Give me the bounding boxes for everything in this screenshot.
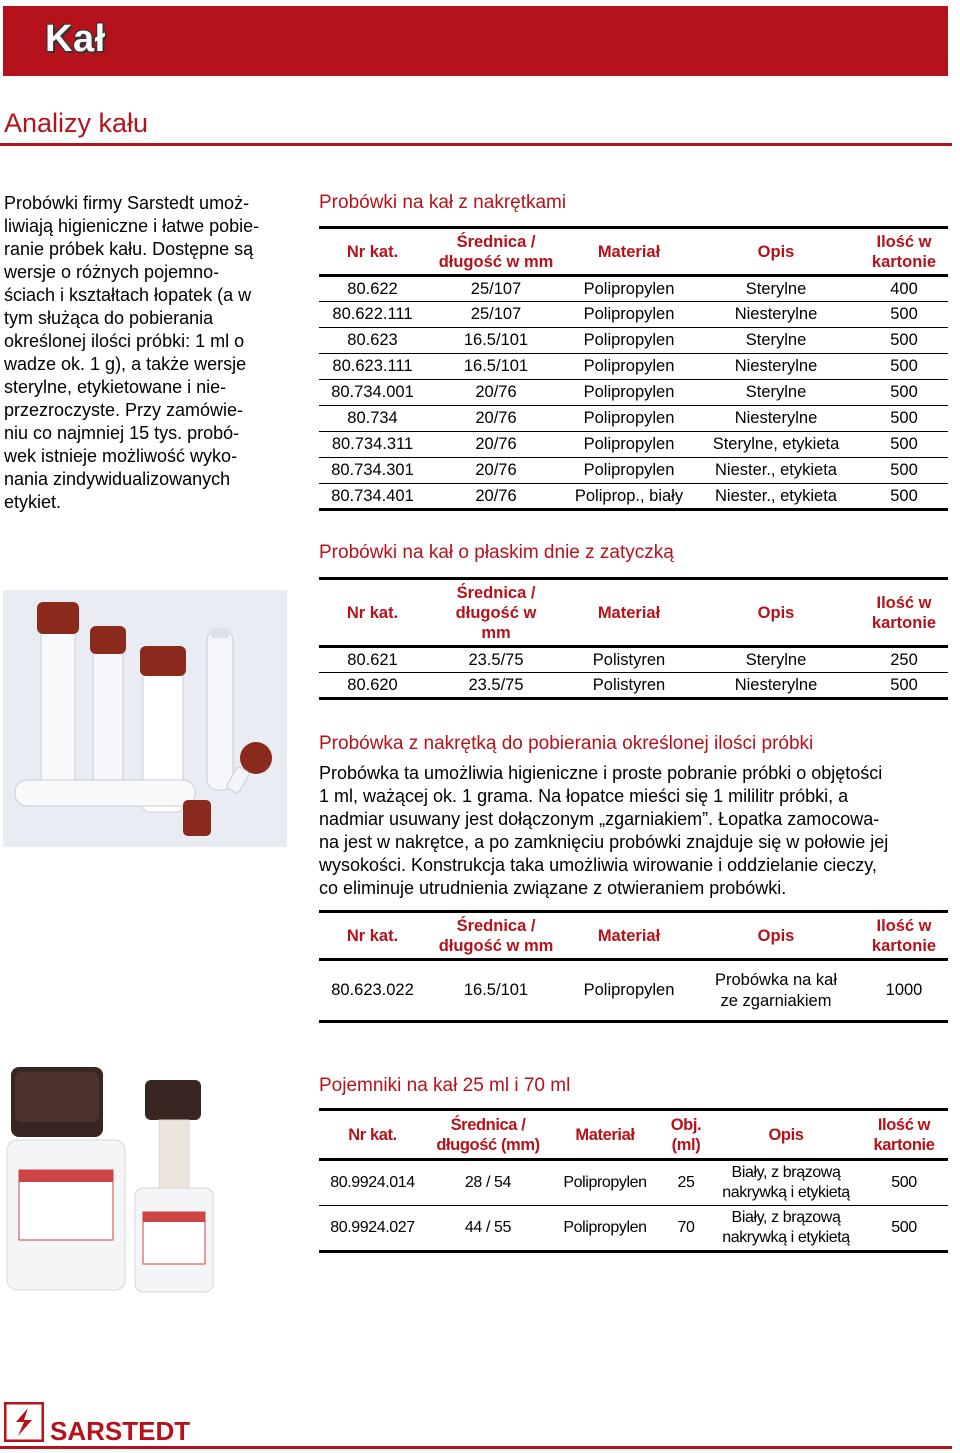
intro-line: etykiet. (4, 492, 62, 512)
cell: 25/107 (426, 302, 566, 328)
col-header: Materiał (566, 579, 692, 647)
intro-line: liwiają higieniczne i łatwe pobie- (4, 216, 260, 236)
col-header: Średnica / długość w mm (426, 579, 566, 647)
cell: Sterylne (692, 328, 860, 354)
table-row (319, 328, 948, 354)
containers-illustration (3, 1062, 214, 1300)
cell: 500 (860, 354, 948, 380)
intro-line: sterylne, etykietowane i nie- (4, 377, 227, 397)
section4-title: Pojemniki na kał 25 ml i 70 ml (319, 1075, 571, 1096)
cell: 70 (660, 1206, 712, 1252)
intro-line: określonej ilości próbki: 1 ml o (4, 331, 245, 351)
cell: 23.5/75 (426, 673, 566, 699)
cell: 80.9924.027 (319, 1206, 426, 1252)
footer-divider (0, 1446, 952, 1449)
col-header: Nr kat. (319, 912, 426, 960)
col-header: Ilość w kartonie (860, 1110, 948, 1160)
tubes-photo (3, 590, 287, 847)
cell: 80.734 (319, 406, 426, 432)
cell: 400 (860, 276, 948, 302)
intro-line: wadze ok. 1 g), a także wersje (4, 354, 247, 374)
description-line: wysokości. Konstrukcja taka umożliwia wirowanie i oddzielanie cieczy, (319, 855, 877, 875)
section2-table (319, 577, 948, 700)
cell: 80.622.111 (319, 302, 426, 328)
section2-title: Probówki na kał o płaskim dnie z zatyczką (319, 542, 674, 563)
cell: 500 (860, 1206, 948, 1252)
cell: 80.9924.014 (319, 1160, 426, 1206)
table-row (319, 960, 948, 1022)
table-row (319, 432, 948, 458)
cell: 500 (860, 458, 948, 484)
cell: Biały, z brązową nakrywką i etykietą (712, 1206, 860, 1252)
col-header: Nr kat. (319, 228, 426, 276)
cell: Polipropylen (566, 432, 692, 458)
col-header: Nr kat. (319, 579, 426, 647)
cell: 16.5/101 (426, 960, 566, 1022)
section3-description (319, 762, 951, 900)
table-row (319, 484, 948, 510)
cell: 20/76 (426, 380, 566, 406)
cell: 20/76 (426, 432, 566, 458)
cell: 500 (860, 673, 948, 699)
cell: 80.734.301 (319, 458, 426, 484)
col-header: Materiał (550, 1110, 660, 1160)
cell: 80.622 (319, 276, 426, 302)
cell: 500 (860, 380, 948, 406)
col-header: Materiał (566, 228, 692, 276)
cell: 1000 (860, 960, 948, 1022)
section1-table (319, 226, 948, 511)
intro-line: ściach i kształtach łopatek (a w (4, 285, 252, 305)
cell: Niester., etykieta (692, 458, 860, 484)
table-row (319, 647, 948, 673)
cell: Probówka na kał ze zgarniakiem (692, 960, 860, 1022)
col-header: Średnica / długość (mm) (426, 1110, 550, 1160)
description-line: Probówka ta umożliwia higieniczne i proste pobranie próbki o objętości (319, 763, 883, 783)
cell: 80.734.311 (319, 432, 426, 458)
tubes-illustration (3, 590, 287, 847)
cell: 28 / 54 (426, 1160, 550, 1206)
cell: 80.734.001 (319, 380, 426, 406)
table-row (319, 673, 948, 699)
cell: 500 (860, 484, 948, 510)
intro-line: niu co najmniej 15 tys. probó- (4, 423, 240, 443)
table-row (319, 354, 948, 380)
cell: 20/76 (426, 484, 566, 510)
intro-line: przezroczyste. Przy zamówie- (4, 400, 244, 420)
title-divider (0, 143, 952, 146)
col-header: Ilość w kartonie (860, 579, 948, 647)
col-header: Nr kat. (319, 1110, 426, 1160)
cell: Poliprop., biały (566, 484, 692, 510)
col-header: Ilość w kartonie (860, 912, 948, 960)
col-header: Ilość w kartonie (860, 228, 948, 276)
cell: Polipropylen (566, 458, 692, 484)
cell: Polipropylen (566, 328, 692, 354)
col-header: Opis (692, 228, 860, 276)
table-row (319, 276, 948, 302)
cell: 25 (660, 1160, 712, 1206)
table-row (319, 458, 948, 484)
intro-line: ranie próbek kału. Dostępne są (4, 239, 254, 259)
cell: 80.621 (319, 647, 426, 673)
intro-line: nania zindywidualizowanych (4, 469, 231, 489)
cell: 16.5/101 (426, 328, 566, 354)
containers-photo (3, 1062, 214, 1300)
cell: 80.623 (319, 328, 426, 354)
description-line: 1 ml, ważącej ok. 1 grama. Na łopatce mieści się 1 mililitr próbki, a (319, 786, 849, 806)
cell: 20/76 (426, 458, 566, 484)
col-header: Średnica / długość w mm (426, 912, 566, 960)
cell: 500 (860, 328, 948, 354)
section3-title: Probówka z nakrętką do pobierania określonej ilości próbki (319, 733, 814, 754)
col-header: Materiał (566, 912, 692, 960)
cell: 500 (860, 1160, 948, 1206)
description-line: co eliminuje utrudnienia związane z otwieraniem probówki. (319, 878, 787, 898)
footer-logo-text: SARSTEDT (50, 1416, 191, 1446)
cell: Polipropylen (566, 354, 692, 380)
section3-table (319, 910, 948, 1023)
description-line: nadmiar usuwany jest dołączonym „zgarniakiem”. Łopatka zamocowa- (319, 809, 880, 829)
cell: Niesterylne (692, 354, 860, 380)
cell: 80.620 (319, 673, 426, 699)
cell: Niesterylne (692, 406, 860, 432)
cell: Sterylne (692, 276, 860, 302)
cell: Polipropylen (550, 1206, 660, 1252)
col-header: Opis (692, 912, 860, 960)
cell: Polipropylen (566, 960, 692, 1022)
header-banner (3, 6, 948, 76)
cell: 25/107 (426, 276, 566, 302)
cell: Polipropylen (566, 406, 692, 432)
cell: Niesterylne (692, 673, 860, 699)
header-title: Kał (45, 18, 106, 60)
cell: Niesterylne (692, 302, 860, 328)
table-row (319, 1206, 948, 1252)
cell: 20/76 (426, 406, 566, 432)
intro-line: wek istnieje możliwość wyko- (4, 446, 238, 466)
cell: 500 (860, 432, 948, 458)
cell: 500 (860, 302, 948, 328)
cell: Niester., etykieta (692, 484, 860, 510)
intro-line: tym służąca do pobierania (4, 308, 214, 328)
cell: 500 (860, 406, 948, 432)
intro-text (4, 192, 294, 514)
table-row (319, 1160, 948, 1206)
intro-line: Probówki firmy Sarstedt umoż- (4, 193, 250, 213)
sarstedt-logo-icon (4, 1402, 44, 1442)
cell: 80.623.022 (319, 960, 426, 1022)
cell: 16.5/101 (426, 354, 566, 380)
section4-table (319, 1108, 948, 1253)
col-header: Opis (712, 1110, 860, 1160)
cell: Sterylne, etykieta (692, 432, 860, 458)
cell: Polipropylen (566, 302, 692, 328)
cell: Polipropylen (566, 276, 692, 302)
intro-line: wersje o różnych pojemno- (4, 262, 220, 282)
cell: Sterylne (692, 380, 860, 406)
cell: Biały, z brązową nakrywką i etykietą (712, 1160, 860, 1206)
cell: 80.734.401 (319, 484, 426, 510)
cell: Polipropylen (550, 1160, 660, 1206)
table-row (319, 380, 948, 406)
section1-title: Probówki na kał z nakrętkami (319, 192, 567, 213)
col-header: Obj. (ml) (660, 1110, 712, 1160)
cell: 44 / 55 (426, 1206, 550, 1252)
page-title: Analizy kału (4, 108, 149, 138)
cell: Polipropylen (566, 380, 692, 406)
description-line: na jest w nakrętce, a po zamknięciu probówki znajduje się w połowie jej (319, 832, 889, 852)
col-header: Opis (692, 579, 860, 647)
cell: Sterylne (692, 647, 860, 673)
table-row (319, 302, 948, 328)
cell: 23.5/75 (426, 647, 566, 673)
table-row (319, 406, 948, 432)
cell: 250 (860, 647, 948, 673)
col-header: Średnica / długość w mm (426, 228, 566, 276)
cell: Polistyren (566, 673, 692, 699)
cell: 80.623.111 (319, 354, 426, 380)
cell: Polistyren (566, 647, 692, 673)
